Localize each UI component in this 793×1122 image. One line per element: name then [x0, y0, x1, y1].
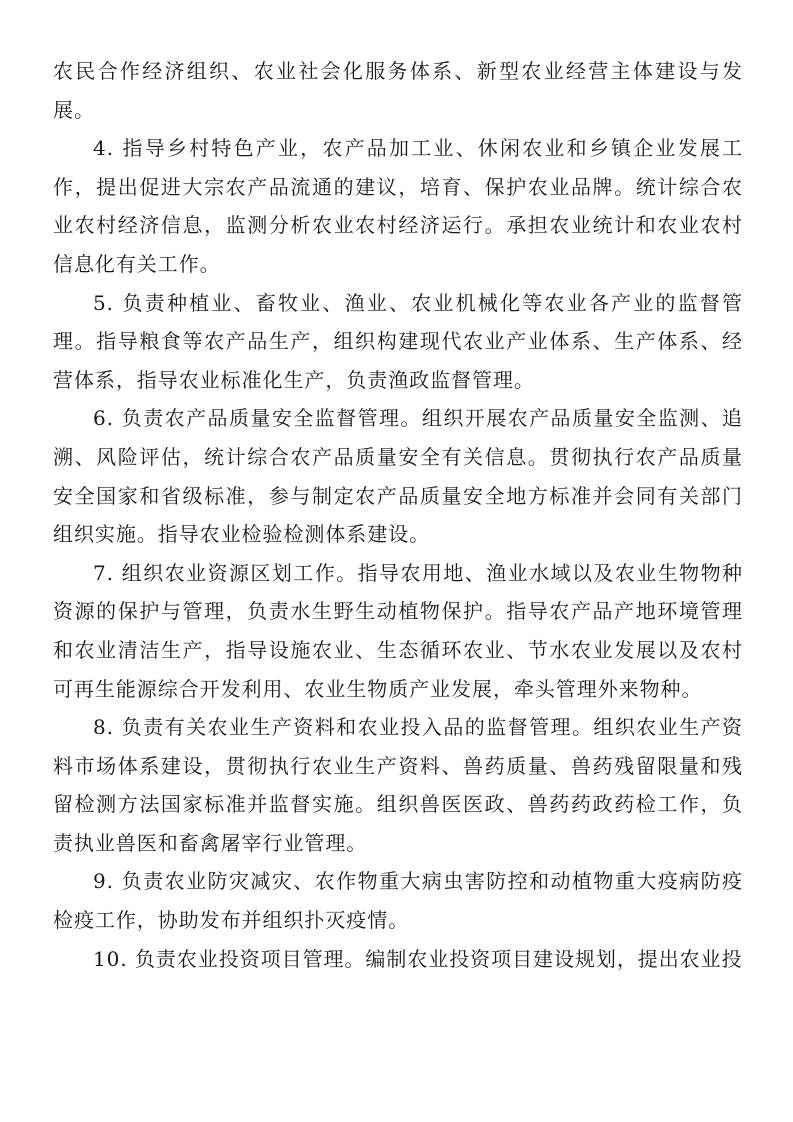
paragraph-item-5: 5. 负责种植业、畜牧业、渔业、农业机械化等农业各产业的监督管理。指导粮食等农产品生产，组织构建现代农业产业体系、生产体系、经营体系，指导农业标准化生产，负责渔政监督管理。	[53, 290, 743, 392]
paragraph-item-6: 6. 负责农产品质量安全监督管理。组织开展农产品质量安全监测、追溯、风险评估，统计综合农产品质量安全有关信息。贯彻执行农产品质量安全国家和省级标准，参与制定农产品质量安全地方标准并会同有关部门组织实施。指导农业检验检测体系建设。	[53, 406, 743, 547]
paragraph-item-7: 7. 组织农业资源区划工作。指导农用地、渔业水域以及农业生物物种资源的保护与管理，负责水生野生动植物保护。指导农产品产地环境管理和农业清洁生产，指导设施农业、生态循环农业、节水农业发展以及农村可再生能源综合开发利用、农业生物质产业发展，牵头管理外来物种。	[53, 560, 743, 701]
paragraph-item-4: 4. 指导乡村特色产业，农产品加工业、休闲农业和乡镇企业发展工作，提出促进大宗农产品流通的建议，培育、保护农业品牌。统计综合农业农村经济信息，监测分析农业农村经济运行。承担农业统计和农业农村信息化有关工作。	[53, 136, 743, 276]
paragraph-item-9: 9. 负责农业防灾减灾、农作物重大病虫害防控和动植物重大疫病防疫检疫工作，协助发布并组织扑灭疫情。	[53, 869, 743, 933]
document-body	[53, 52, 743, 978]
paragraph-item-8: 8. 负责有关农业生产资料和农业投入品的监督管理。组织农业生产资料市场体系建设，贯彻执行农业生产资料、兽药质量、兽药残留限量和残留检测方法国家标准并监督实施。组织兽医医政、兽药药政药检工作，负责执业兽医和畜禽屠宰行业管理。	[53, 715, 743, 855]
paragraph-item-10: 10. 负责农业投资项目管理。编制农业投资项目建设规划，提出农业投	[93, 946, 743, 971]
paragraph-continuation: 农民合作经济组织、农业社会化服务体系、新型农业经营主体建设与发展。	[53, 59, 743, 122]
